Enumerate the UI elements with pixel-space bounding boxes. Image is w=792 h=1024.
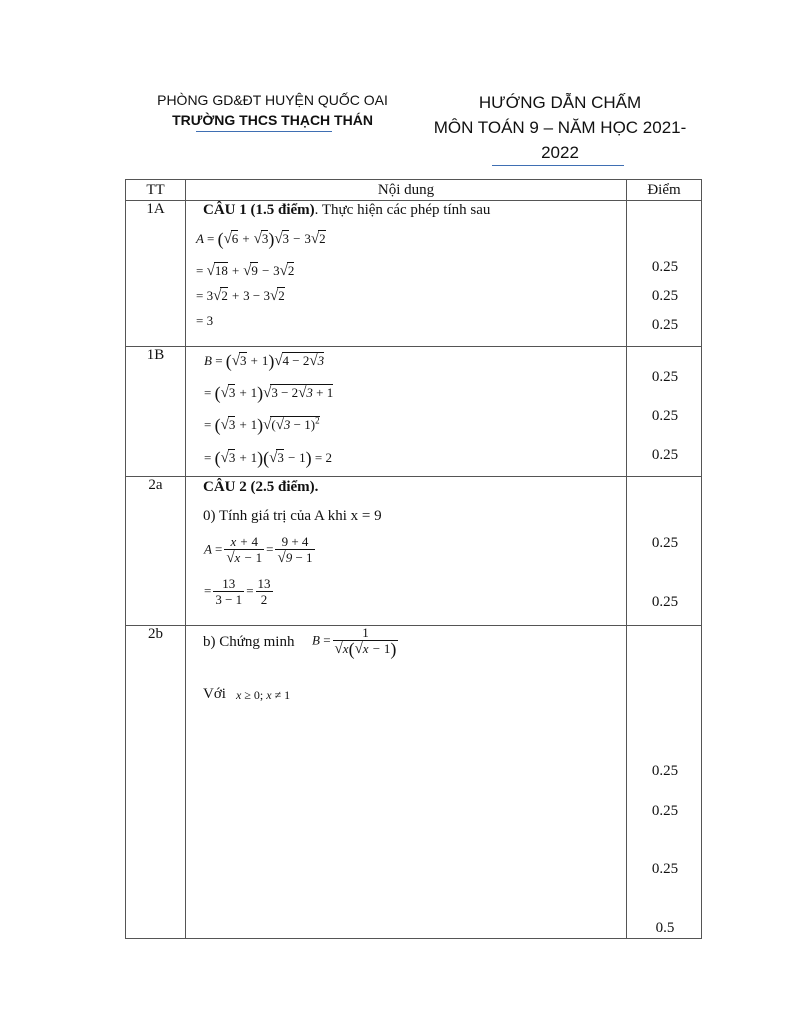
header-score: Điểm	[627, 180, 702, 201]
doc-title: HƯỚNG DẪN CHẤM	[478, 93, 642, 112]
table-row	[126, 626, 702, 939]
formula-a: A = (√6 + √3)√3 − 3√2	[196, 229, 326, 249]
score: 0.25	[651, 288, 679, 304]
formula-prove-b: B = $\frac{1}{√x(√x - 1)}$	[312, 625, 397, 659]
prove-label: b) Chứng minh	[203, 634, 295, 650]
row-tt: 1B	[126, 347, 186, 477]
row-content	[186, 477, 627, 626]
score: 0.25	[651, 763, 679, 779]
formula-a-value: A = $\frac{x + 4}{√x - 1}$ = $\frac{9 + 4}{√9 - 1}$	[204, 534, 313, 566]
formula-condition: x ≥ 0; x ≠ 1	[236, 688, 291, 702]
score: 0.25	[651, 317, 679, 333]
row-tt: 2b	[126, 626, 186, 939]
row-scores	[627, 626, 702, 939]
formula-b: B = (√3 + 1)√4 − 2√3	[204, 351, 325, 371]
doc-subject: MÔN TOÁN 9 – NĂM HỌC 2021-	[433, 118, 687, 137]
school-underline	[196, 131, 332, 132]
formula-a-step2: = 3√2 + 3 − 3√2	[196, 288, 285, 304]
formula-b-step2: = $(√3 + 1)√(√3 - 1)^2$	[204, 415, 320, 435]
score: 0.25	[651, 447, 679, 463]
question-subtitle: 0) Tính giá trị của A khi x = 9	[203, 508, 382, 524]
row-content	[186, 626, 627, 939]
table-row	[126, 477, 702, 626]
grading-table	[125, 179, 702, 939]
formula-b-result: = (√3 + 1)(√3 − 1) = 2	[204, 448, 332, 468]
score: 0.25	[651, 408, 679, 424]
doc-year: 2022	[541, 143, 579, 162]
header-content: Nội dung	[186, 180, 627, 201]
question-title: CÂU 2 (2.5 điểm).	[203, 479, 319, 495]
header-tt: TT	[126, 180, 186, 201]
department-name: PHÒNG GD&ĐT HUYỆN QUỐC OAI	[157, 92, 388, 108]
score: 0.25	[651, 803, 679, 819]
table-row	[126, 347, 702, 477]
score: 0.25	[651, 594, 679, 610]
row-tt: 1A	[126, 201, 186, 347]
row-tt: 2a	[126, 477, 186, 626]
score: 0.25	[651, 369, 679, 385]
row-scores	[627, 347, 702, 477]
score: 0.25	[651, 861, 679, 877]
row-scores	[627, 477, 702, 626]
formula-b-step1: = (√3 + 1)√3 − 2√3 + 1	[204, 383, 334, 403]
formula-a-step1: = √18 + √9 − 3√2	[196, 263, 295, 279]
row-scores	[627, 201, 702, 347]
formula-a-value-result: = $\frac{13}{3 - 1}$ = $\frac{13}{2}$	[204, 576, 271, 607]
condition-label: Với	[203, 686, 226, 702]
question-title: CÂU 1 (1.5 điểm). Thực hiện các phép tính sau	[203, 202, 491, 218]
formula-a-result: = 3	[196, 313, 214, 328]
row-content	[186, 201, 627, 347]
table-row	[126, 201, 702, 347]
score: 0.25	[651, 259, 679, 275]
score: 0.25	[651, 535, 679, 551]
row-content	[186, 347, 627, 477]
title-underline	[492, 165, 624, 166]
school-name: TRƯỜNG THCS THẠCH THÁN	[172, 112, 373, 128]
score: 0.5	[655, 920, 675, 936]
